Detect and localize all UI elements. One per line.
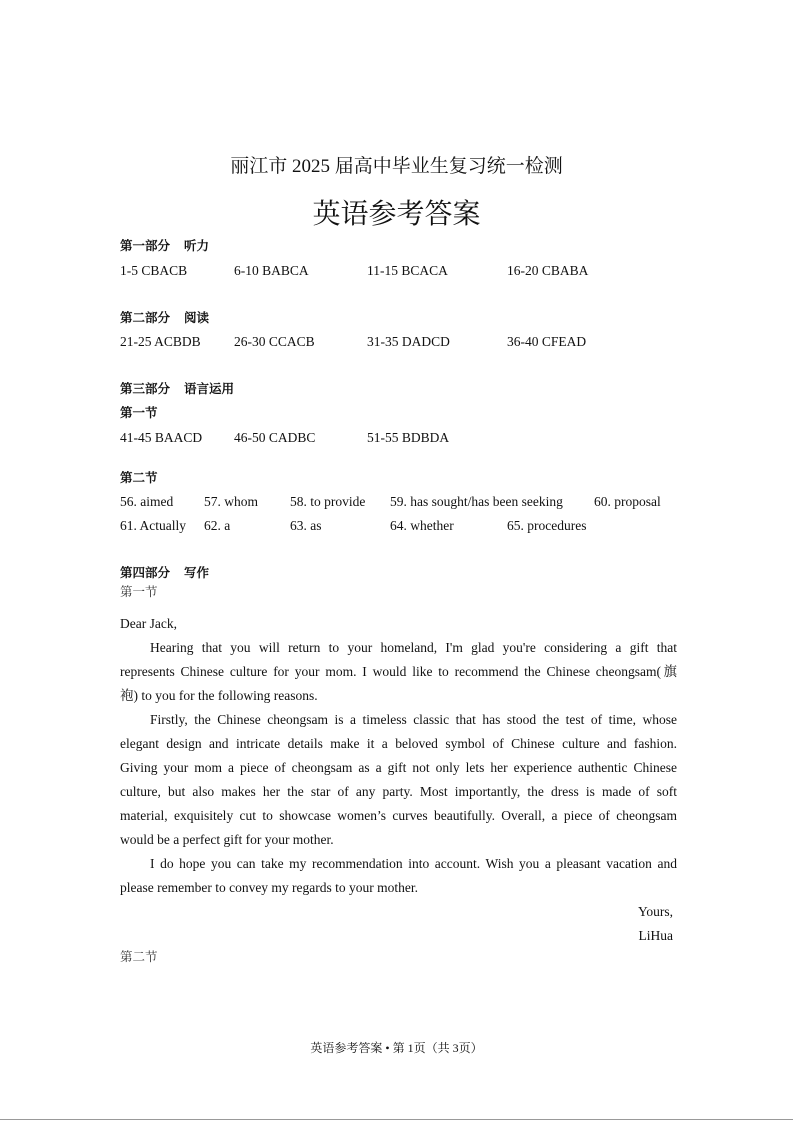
- letter-line: Hearing that you will return to your homeland, I'm glad you're considering a gift that: [150, 640, 677, 655]
- answer-item: 59. has sought/has been seeking: [390, 494, 563, 509]
- document-title: 英语参考答案: [312, 199, 481, 230]
- letter-line: Giving your mom a piece of cheongsam as a gift not only lets her experience authentic Chinese: [120, 760, 677, 775]
- letter-line: elegant design and intricate details make it a beloved symbol of Chinese culture and fashion.: [120, 736, 677, 751]
- answer-group: 36-40 CFEAD: [507, 334, 587, 349]
- section-heading: 第一节: [120, 584, 158, 599]
- part1-heading: [120, 238, 209, 254]
- exam-title: 丽江市 2025 届高中毕业生复习统一检测: [230, 156, 563, 177]
- answer-item: 57. whom: [204, 494, 258, 509]
- part4-heading: [120, 565, 209, 581]
- letter-closing: Yours,: [637, 904, 673, 919]
- part-name: 听力: [184, 238, 210, 253]
- answer-group: 11-15 BCACA: [367, 263, 448, 278]
- answer-group: 46-50 CADBC: [234, 430, 316, 445]
- answer-group: 16-20 CBABA: [507, 263, 589, 278]
- answer-group: 26-30 CCACB: [234, 334, 315, 349]
- answer-item: 56. aimed: [120, 494, 174, 509]
- section-heading: 第一节: [120, 405, 158, 420]
- letter-line: I do hope you can take my recommendation into account. Wish you a pleasant vacation and: [150, 856, 677, 871]
- part-label: 第三部分: [120, 381, 171, 396]
- answer-item: 63. as: [290, 518, 322, 533]
- letter-line: would be a perfect gift for your mother.: [120, 832, 334, 847]
- section-heading: 第二节: [120, 949, 158, 964]
- answer-group: 41-45 BAACD: [120, 430, 203, 445]
- letter-line: material, exquisitely cut to showcase women’s curves beautifully. Overall, a piece of cheongsam: [120, 808, 677, 823]
- letter-line: represents Chinese culture for your mom. I would like to recommend the Chinese cheongsam(旗: [120, 664, 677, 679]
- part2-heading: [120, 310, 209, 326]
- part-label: 第二部分: [120, 310, 171, 325]
- letter-line: 袍) to you for the following reasons.: [120, 688, 318, 703]
- answer-item: 64. whether: [390, 518, 454, 533]
- answer-item: 62. a: [204, 518, 231, 533]
- part-label: 第一部分: [120, 238, 171, 253]
- letter-line: culture, but also makes her the star of any party. Most importantly, the dress is made of soft: [120, 784, 677, 799]
- letter-line: please remember to convey my regards to your mother.: [120, 880, 419, 895]
- part-name: 阅读: [184, 310, 210, 325]
- letter-line: Firstly, the Chinese cheongsam is a timeless classic that has stood the test of time, whose: [150, 712, 677, 727]
- answer-group: 6-10 BABCA: [234, 263, 309, 278]
- answer-group: 21-25 ACBDB: [120, 334, 201, 349]
- letter-greeting: Dear Jack,: [120, 616, 177, 631]
- answer-group: 51-55 BDBDA: [367, 430, 450, 445]
- section-heading: 第二节: [120, 470, 158, 485]
- answer-item: 61. Actually: [120, 518, 186, 533]
- answer-item: 60. proposal: [594, 494, 661, 509]
- part-name: 写作: [184, 565, 210, 580]
- answer-group: 31-35 DADCD: [367, 334, 450, 349]
- answer-item: 65. procedures: [507, 518, 587, 533]
- part-label: 第四部分: [120, 565, 171, 580]
- answer-item: 58. to provide: [290, 494, 366, 509]
- answer-group: 1-5 CBACB: [120, 263, 188, 278]
- page-bottom-rule: [0, 1119, 793, 1120]
- page-footer: 英语参考答案 • 第 1页（共 3页）: [310, 1041, 483, 1055]
- part-name: 语言运用: [184, 381, 235, 396]
- part3-heading: [120, 381, 234, 397]
- letter-signature: LiHua: [638, 928, 673, 943]
